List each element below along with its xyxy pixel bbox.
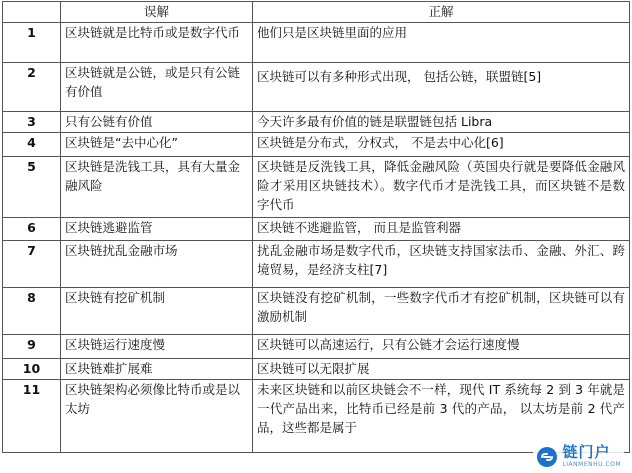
header-myth: 误解 (61, 2, 253, 23)
chain-logo-icon (536, 446, 558, 468)
myth-cell: 区块链就是公链，或是只有公链有价值 (61, 63, 253, 112)
table-row (3, 288, 630, 335)
row-number: 2 (3, 63, 61, 112)
table-row (3, 380, 630, 453)
table-row (3, 63, 630, 112)
fact-cell: 今天许多最有价值的链是联盟链包括 Libra (253, 112, 630, 133)
myth-cell: 区块链是“去中心化” (61, 133, 253, 157)
header-num (3, 2, 61, 23)
fact-cell: 区块链可以无限扩展 (253, 359, 630, 380)
myth-cell: 区块链就是比特币或是数字代币 (61, 23, 253, 63)
table-row (3, 23, 630, 63)
watermark-url: LIANMENHU.COM (562, 461, 621, 468)
header-fact: 正解 (253, 2, 630, 23)
myths-table (2, 1, 630, 453)
fact-cell: 他们只是区块链里面的应用 (253, 23, 630, 63)
table-row (3, 112, 630, 133)
table-row (3, 133, 630, 157)
row-number: 7 (3, 241, 61, 288)
fact-cell: 区块链可以高速运行，只有公链才会运行速度慢 (253, 335, 630, 359)
fact-cell: 区块链没有挖矿机制，一些数字代币才有挖矿机制，区块链可以有激励机制 (253, 288, 630, 335)
fact-cell: 区块链是分布式，分权式， 不是去中心化[6] (253, 133, 630, 157)
row-number: 9 (3, 335, 61, 359)
site-watermark (533, 444, 624, 469)
row-number: 10 (3, 359, 61, 380)
row-number: 8 (3, 288, 61, 335)
myth-cell: 区块链扰乱金融市场 (61, 241, 253, 288)
fact-cell: 区块链是反洗钱工具，降低金融风险（英国央行就是要降低金融风险才采用区块链技术）。数字代币才是洗钱工具，而区块链不是数字代币 (253, 157, 630, 218)
row-number: 5 (3, 157, 61, 218)
table-row (3, 157, 630, 218)
myth-cell: 只有公链有价值 (61, 112, 253, 133)
table-row (3, 218, 630, 241)
row-number: 1 (3, 23, 61, 63)
row-number: 3 (3, 112, 61, 133)
table-row (3, 335, 630, 359)
table-row (3, 359, 630, 380)
fact-cell: 区块链可以有多种形式出现， 包括公链，联盟链[5] (253, 63, 630, 112)
row-number: 11 (3, 380, 61, 453)
watermark-name: 链门户 (562, 443, 611, 461)
row-number: 6 (3, 218, 61, 241)
myth-cell: 区块链架构必须像比特币或是以太坊 (61, 380, 253, 453)
fact-cell: 扰乱金融市场是数字代币，区块链支持国家法币、金融、外汇、跨境贸易，是经济支柱[7] (253, 241, 630, 288)
myth-cell: 区块链是洗钱工具，具有大量金融风险 (61, 157, 253, 218)
myth-cell: 区块链有挖矿机制 (61, 288, 253, 335)
fact-cell: 未来区块链和以前区块链会不一样，现代 IT 系统每 2 到 3 年就是一代产品出来，比特币已经是前 3 代的产品， 以太坊是前 2 代产品，这些都是属于 (253, 380, 630, 453)
header-row (3, 2, 630, 23)
table-row (3, 241, 630, 288)
fact-cell: 区块链不逃避监管， 而且是监管利器 (253, 218, 630, 241)
row-number: 4 (3, 133, 61, 157)
myth-cell: 区块链难扩展难 (61, 359, 253, 380)
myth-cell: 区块链逃避监管 (61, 218, 253, 241)
myth-cell: 区块链运行速度慢 (61, 335, 253, 359)
